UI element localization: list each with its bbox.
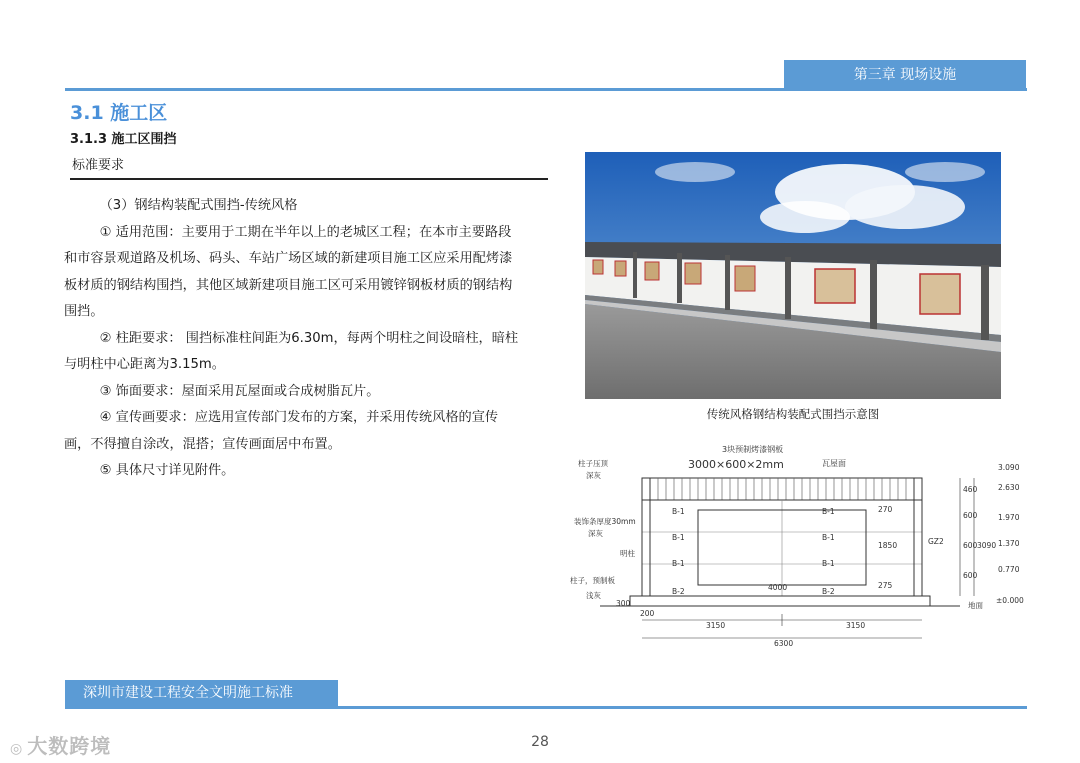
drawing-note: 深灰: [586, 471, 601, 480]
dimension: 3150: [706, 621, 726, 630]
dimension: 600: [963, 541, 978, 550]
dimension: 3090: [977, 541, 997, 550]
dimension: 200: [640, 609, 655, 618]
content-item: ① 适用范围：主要用于工期在半年以上的老城区工程；在本市主要路段和市容景观道路及机场、码头、车站广场区域的新建项目施工区应采用配烤漆板材质的钢结构围挡，其他区域新建项目施工区可采用镀锌钢板材质的钢结构围挡。: [64, 224, 513, 319]
drawing-note: 浅灰: [586, 591, 601, 600]
elevation-drawing: [560, 438, 1030, 648]
dimension: 3150: [846, 621, 866, 630]
page-number: 28: [531, 734, 549, 750]
drawing-note: 3000×600×2mm: [688, 458, 784, 471]
footer-title: 深圳市建设工程安全文明施工标准: [65, 680, 338, 707]
elevation-mark: 1.970: [998, 513, 1020, 522]
content-item: ④ 宣传画要求：应选用宣传部门发布的方案，并采用传统风格的宣传画，不得擅自涂改，混搭；宣传画面居中布置。: [64, 410, 499, 452]
panel-label: B-1: [672, 533, 685, 542]
dimension: 270: [878, 505, 893, 514]
panel-label: B-1: [822, 533, 835, 542]
elevation-mark: 1.370: [998, 539, 1020, 548]
requirement-rule: [70, 178, 548, 180]
drawing-note: GZ2: [928, 537, 944, 546]
drawing-note: 3块预制烤漆钢板: [722, 445, 784, 454]
content-item: ③ 饰面要求：屋面采用瓦屋面或合成树脂瓦片。: [99, 383, 380, 399]
panel-label: B-1: [822, 507, 835, 516]
requirement-label: 标准要求: [72, 158, 125, 173]
content-item: ⑤ 具体尺寸详见附件。: [99, 463, 235, 478]
elevation-mark: 2.630: [998, 483, 1020, 492]
fence-photo: [585, 152, 1001, 399]
section-title: 3.1 施工区: [70, 102, 168, 124]
dimension: 460: [963, 485, 978, 494]
panel-label: B-1: [672, 507, 685, 516]
section-subtitle: 3.1.3 施工区围挡: [70, 132, 177, 147]
watermark-logo-icon: ◎: [10, 741, 24, 757]
footer-rule: [65, 706, 1027, 709]
drawing-note: 地面: [968, 601, 983, 610]
panel-label: B-1: [822, 559, 835, 568]
dimension: 1850: [878, 541, 898, 550]
watermark: [10, 730, 111, 759]
elevation-mark: 0.770: [998, 565, 1020, 574]
dimension: 600: [963, 571, 978, 580]
content-heading: （3）钢结构装配式围挡-传统风格: [99, 198, 298, 213]
panel-label: B-2: [672, 587, 685, 596]
drawing-note: 深灰: [588, 529, 603, 538]
drawing-note: 明柱: [620, 549, 635, 558]
elevation-mark: 3.090: [998, 463, 1020, 472]
content-item: ② 柱距要求： 围挡标准柱间距为6.30m，每两个明柱之间设暗柱，暗柱与明柱中心距离为3.15m。: [64, 330, 519, 372]
dimension: 275: [878, 581, 893, 590]
dimension: 600: [963, 511, 978, 520]
dimension: 4000: [768, 583, 788, 592]
body-text: [64, 193, 520, 485]
panel-label: B-1: [672, 559, 685, 568]
watermark-text: 大数跨境: [27, 734, 112, 758]
dimension: 300: [616, 599, 631, 608]
elevation-mark: ±0.000: [996, 596, 1024, 605]
drawing-note: 装饰条厚度30mm: [574, 517, 636, 526]
dimension: 6300: [774, 639, 794, 648]
drawing-note: 柱子，预制板: [570, 576, 615, 585]
drawing-note: 瓦屋面: [822, 459, 846, 468]
drawing-note: 柱子压顶: [578, 459, 608, 468]
figure-caption: 传统风格钢结构装配式围挡示意图: [706, 407, 880, 421]
panel-label: B-2: [822, 587, 835, 596]
chapter-tab: 第三章 现场设施: [784, 60, 1026, 90]
